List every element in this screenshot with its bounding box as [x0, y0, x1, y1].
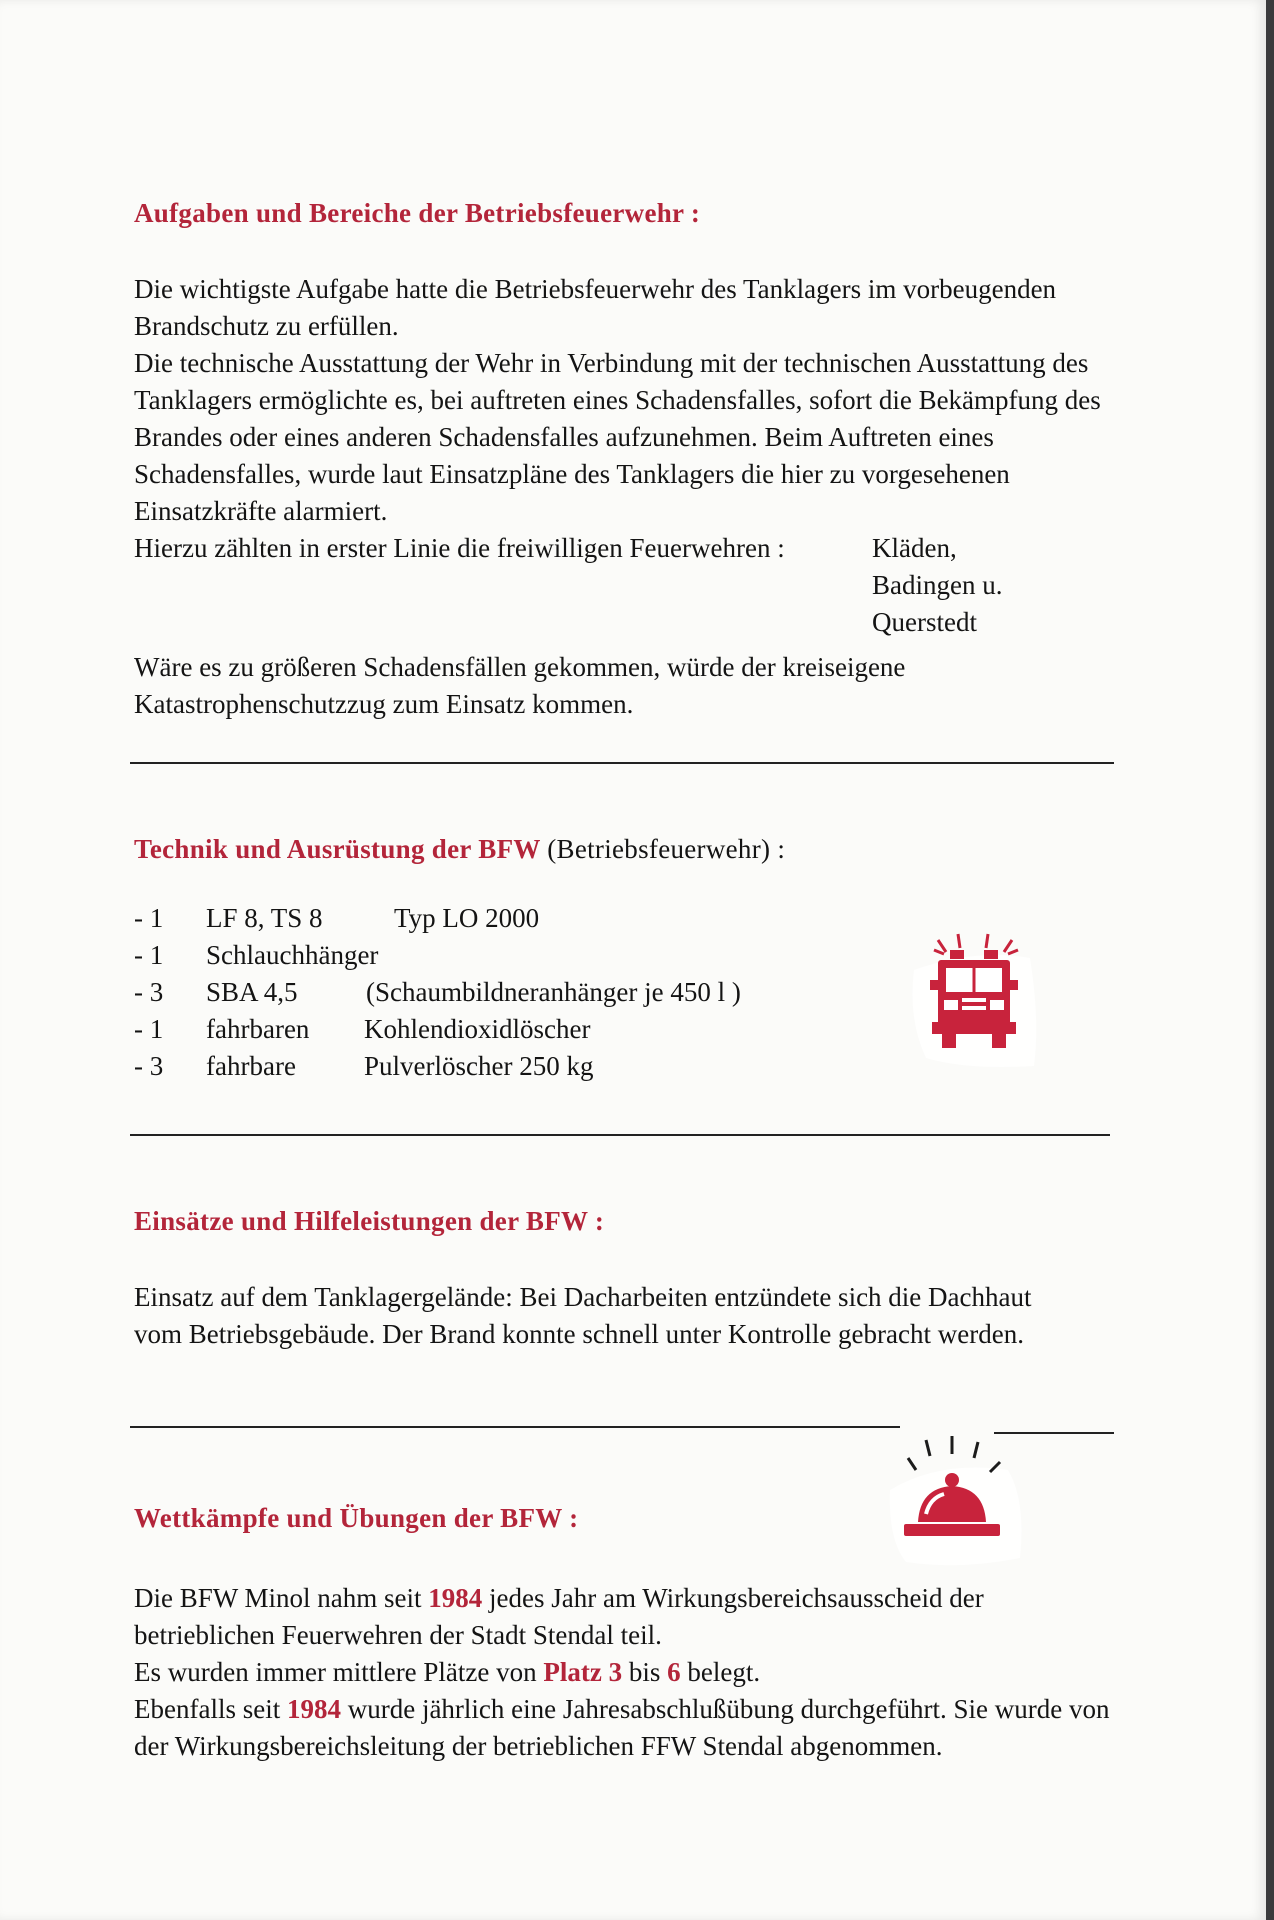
year-highlight: 1984 [428, 1583, 483, 1613]
equipment-list [134, 900, 894, 1085]
item-detail: Typ LO 2000 [394, 903, 540, 933]
text-run: Ebenfalls seit [134, 1694, 287, 1724]
text-run: jedes Jahr am Wirkungsbereichsausscheid der betrieblichen Feuerwehren der Stadt Stendal teil. [134, 1583, 984, 1650]
text-run: Die BFW Minol nahm seit [134, 1583, 429, 1613]
text-run: wurde jährlich eine Jahresabschlußübung durchgeführt. Sie wurde von der Wirkungsbereichsleitung der betrieblichen FFW Stendal abgenommen. [134, 1694, 1110, 1761]
text-run: bis [622, 1657, 668, 1687]
competitions-line-3 [134, 1691, 1114, 1765]
tasks-body [134, 271, 1124, 567]
equipment-heading-title: Technik und Ausrüstung der BFW [134, 834, 541, 864]
item-name: Schlauchhänger [206, 940, 379, 970]
tasks-heading: Aufgaben und Bereiche der Betriebsfeuerwehr : [134, 198, 701, 228]
item-detail: Kohlendioxidlöscher [364, 1014, 591, 1044]
fire-brigade-place: Querstedt [872, 607, 977, 637]
missions-heading: Einsätze und Hilfeleistungen der BFW : [134, 1206, 605, 1236]
equipment-item [134, 900, 894, 937]
text-run: belegt. [680, 1657, 761, 1687]
item-detail: Pulverlöscher 250 kg [364, 1051, 594, 1081]
fire-brigade-place: Badingen u. [872, 570, 1003, 600]
alarm-bell-icon [880, 1430, 1030, 1570]
tasks-paragraph-1: Die wichtigste Aufgabe hatte die Betriebsfeuerwehr des Tanklagers im vorbeugenden Brandschutz zu erfüllen. [134, 274, 1057, 341]
divider [130, 1426, 900, 1428]
competitions-body [134, 1580, 1114, 1765]
place-highlight: 6 [667, 1657, 681, 1687]
equipment-heading [134, 834, 785, 865]
competitions-line-2 [134, 1654, 1114, 1691]
fire-brigade-place: Kläden, [872, 533, 957, 563]
item-name: LF 8, TS 8 [206, 903, 323, 933]
tasks-paragraph-3: Hierzu zählten in erster Linie die freiwilligen Feuerwehren : [134, 533, 785, 563]
item-name: SBA 4,5 [206, 977, 298, 1007]
place-highlight: Platz 3 [543, 1657, 623, 1687]
divider [130, 762, 1114, 764]
equipment-item [134, 937, 894, 974]
equipment-item [134, 1011, 894, 1048]
fire-truck-icon [906, 930, 1046, 1075]
fire-brigade-list [872, 530, 1002, 641]
item-count: - 3 [134, 1051, 164, 1081]
equipment-item [134, 974, 894, 1011]
item-count: - 1 [134, 1014, 164, 1044]
item-count: - 1 [134, 903, 164, 933]
equipment-heading-suffix: (Betriebsfeuerwehr) : [547, 834, 786, 864]
divider [130, 1134, 1110, 1136]
tasks-paragraph-4: Wäre es zu größeren Schadensfällen gekommen, würde der kreiseigene Katastrophenschutzzug zum Einsatz kommen. [134, 652, 906, 719]
item-count: - 1 [134, 940, 164, 970]
equipment-item [134, 1048, 894, 1085]
text-run: Es wurden immer mittlere Plätze von [134, 1657, 544, 1687]
competitions-line-1 [134, 1580, 1114, 1654]
year-highlight: 1984 [286, 1694, 341, 1724]
missions-body: Einsatz auf dem Tanklagergelände: Bei Dacharbeiten entzündete sich die Dachhaut vom Betriebsgebäude. Der Brand konnte schnell unter Kontrolle gebracht werden. [134, 1282, 1032, 1349]
item-name: fahrbaren [206, 1014, 310, 1044]
item-name: fahrbare [206, 1051, 296, 1081]
competitions-heading: Wettkämpfe und Übungen der BFW : [134, 1503, 579, 1533]
item-detail: (Schaumbildneranhänger je 450 l ) [366, 977, 741, 1007]
tasks-paragraph-2: Die technische Ausstattung der Wehr in Verbindung mit der technischen Ausstattung des Tanklagers ermöglichte es, bei auftreten eines Schadensfalles, sofort die Bekämpfung des Brandes oder eines anderen Schadensfalles aufzunehmen. Beim Auftreten eines Schadensfalles, wurde laut Einsatzpläne des Tanklagers die hier zu vorgesehenen Einsatzkräfte alarmiert. [134, 348, 1101, 526]
item-count: - 3 [134, 977, 164, 1007]
